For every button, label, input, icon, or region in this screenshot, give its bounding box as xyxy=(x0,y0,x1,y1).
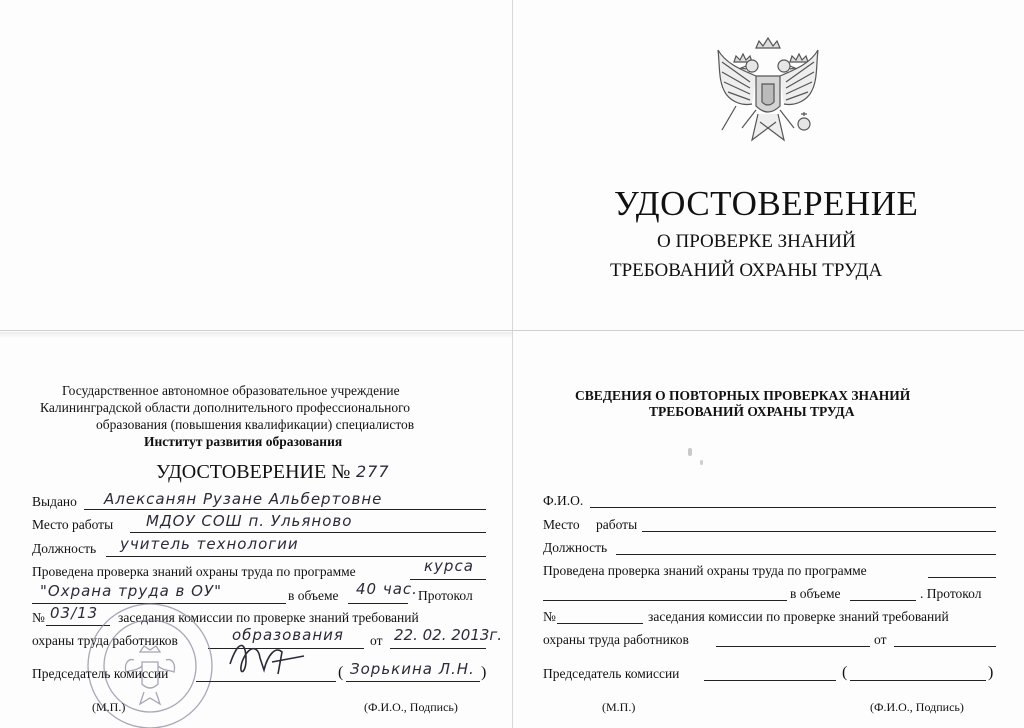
r-check-line-2 xyxy=(543,600,787,601)
issued-label: Выдано xyxy=(32,494,77,509)
cert-label: УДОСТОВЕРЕНИЕ № xyxy=(156,461,351,483)
chair-value: Зорькина Л.Н. xyxy=(350,660,475,678)
org-line-3: образования (повышения квалификации) специалистов xyxy=(96,417,415,432)
r-volume-label: в объеме xyxy=(790,586,841,601)
check-value-2: "Охрана труда в ОУ" xyxy=(40,582,222,600)
r-workplace-label: Место xyxy=(543,517,580,532)
right-title-1: СВЕДЕНИЯ О ПОВТОРНЫХ ПРОВЕРКАХ ЗНАНИЙ xyxy=(575,388,911,403)
check-label: Проведена проверка знаний охраны труда по программе xyxy=(32,564,356,579)
r-workplace-line xyxy=(642,531,996,532)
r-date-line xyxy=(894,646,996,647)
r-paren-open: ( xyxy=(842,664,848,681)
issued-line xyxy=(84,509,486,510)
r-check-line-1 xyxy=(928,577,996,578)
cover-subtitle-1: О ПРОВЕРКЕ ЗНАНИЙ xyxy=(657,231,856,252)
date-line xyxy=(390,648,486,649)
num-value: 03/13 xyxy=(50,604,99,622)
r-protocol-label: . Протокол xyxy=(920,586,982,601)
chair-sign-line xyxy=(196,681,336,682)
fold-vertical xyxy=(512,0,513,728)
issued-value: Алексанян Рузане Альбертовне xyxy=(104,490,383,508)
chair-label: Председатель комиссии xyxy=(32,666,169,681)
fio-sign-left: (Ф.И.О., Подпись) xyxy=(364,700,458,714)
position-label: Должность xyxy=(32,541,97,556)
r-chair-sign-line xyxy=(704,680,836,681)
r-paren-close: ) xyxy=(988,664,994,681)
r-position-label: Должность xyxy=(543,540,608,555)
r-volume-line xyxy=(850,600,916,601)
signature-icon xyxy=(224,634,314,684)
r-num-line xyxy=(557,623,643,624)
org-name: Институт развития образования xyxy=(144,434,343,449)
cover-subtitle-2: ТРЕБОВАНИЙ ОХРАНЫ ТРУДА xyxy=(610,260,883,281)
r-workers-label: охраны труда работников xyxy=(543,632,689,647)
fold-shadow xyxy=(0,332,512,338)
check-line-1 xyxy=(410,579,486,580)
scan-speck xyxy=(688,448,692,456)
date-from-label: от xyxy=(370,633,383,648)
workplace-line xyxy=(130,532,486,533)
cover-title: УДОСТОВЕРЕНИЕ xyxy=(614,184,919,223)
chair-name-line xyxy=(346,681,480,682)
fio-sign-right: (Ф.И.О., Подпись) xyxy=(870,700,964,714)
workers-label: охраны труда работников xyxy=(32,633,178,648)
workers-value: образования xyxy=(232,626,344,644)
scan-speck xyxy=(700,460,703,465)
right-title-2: ТРЕБОВАНИЙ ОХРАНЫ ТРУДА xyxy=(649,404,855,419)
volume-value: 40 час. xyxy=(356,580,418,598)
r-chair-label: Председатель комиссии xyxy=(543,666,680,681)
r-workers-line xyxy=(716,646,870,647)
position-value: учитель технологии xyxy=(120,535,299,553)
protocol-label: Протокол xyxy=(418,588,473,603)
workplace-value: МДОУ СОШ п. Ульяново xyxy=(146,512,353,530)
r-check-label: Проведена проверка знаний охраны труда по программе xyxy=(543,563,867,578)
r-workplace-label-2: работы xyxy=(596,517,638,532)
volume-label: в объеме xyxy=(288,588,339,603)
r-chair-name-line xyxy=(850,680,986,681)
fold-horizontal xyxy=(0,330,1024,331)
org-line-1: Государственное автономное образовательное учреждение xyxy=(62,383,400,398)
date-value: 22. 02. 2013г. xyxy=(394,626,503,644)
volume-line xyxy=(348,603,408,604)
mp-left: (М.П.) xyxy=(92,700,126,714)
org-line-2: Калининградской области дополнительного профессионального xyxy=(40,400,411,415)
meeting-label: заседания комиссии по проверке знаний требований xyxy=(118,610,419,625)
r-position-line xyxy=(616,554,996,555)
workplace-label: Место работы xyxy=(32,517,114,532)
r-date-from-label: от xyxy=(874,632,887,647)
r-fio-line xyxy=(590,507,996,508)
r-meeting-label: заседания комиссии по проверке знаний требований xyxy=(648,609,949,624)
num-label: № xyxy=(32,610,45,625)
certificate-scan: УДОСТОВЕРЕНИЕ О ПРОВЕРКЕ ЗНАНИЙ ТРЕБОВАНИЙ ОХРАНЫ ТРУДА Государственное автономное образовательное учреждение Калининградской области дополнительного профессионального образования (повышения квалификации) специалистов Институт развития образования УДОСТОВЕРЕНИЕ № 277 Выдано Алексанян Рузане Альбертовне Место работы МДОУ СОШ п. Ульяново Должность учитель технологии Проведена проверка знаний охраны труда по программе курса "Охрана труда в ОУ" в объеме 40 час. Протокол № 03/13 заседания комиссии по проверке знаний требований охраны труда работников образования от 22. 02. 2013г. Председатель комиссии ( Зорькина Л.Н. ) (М.П.) (Ф.И.О., Подпись) СВЕДЕНИЯ О ПОВТОРНЫХ ПРОВЕРКАХ ЗНАНИЙ ТРЕБОВАНИЙ ОХРАНЫ ТРУДА Ф.И.О. Место работы Должность Проведена проверка знаний охраны труда по программе в объеме . Протокол № заседания комиссии по проверке знаний требований охраны труда работников от Председатель комиссии ( ) (М.П.) (Ф.И.О., Подпись) xyxy=(0,0,1024,728)
check-value-1: курса xyxy=(424,557,474,575)
coat-of-arms-icon xyxy=(712,32,824,150)
cert-number: 277 xyxy=(356,462,390,481)
r-num-label: № xyxy=(543,609,556,624)
mp-right: (М.П.) xyxy=(602,700,636,714)
r-fio-label: Ф.И.О. xyxy=(543,493,584,508)
